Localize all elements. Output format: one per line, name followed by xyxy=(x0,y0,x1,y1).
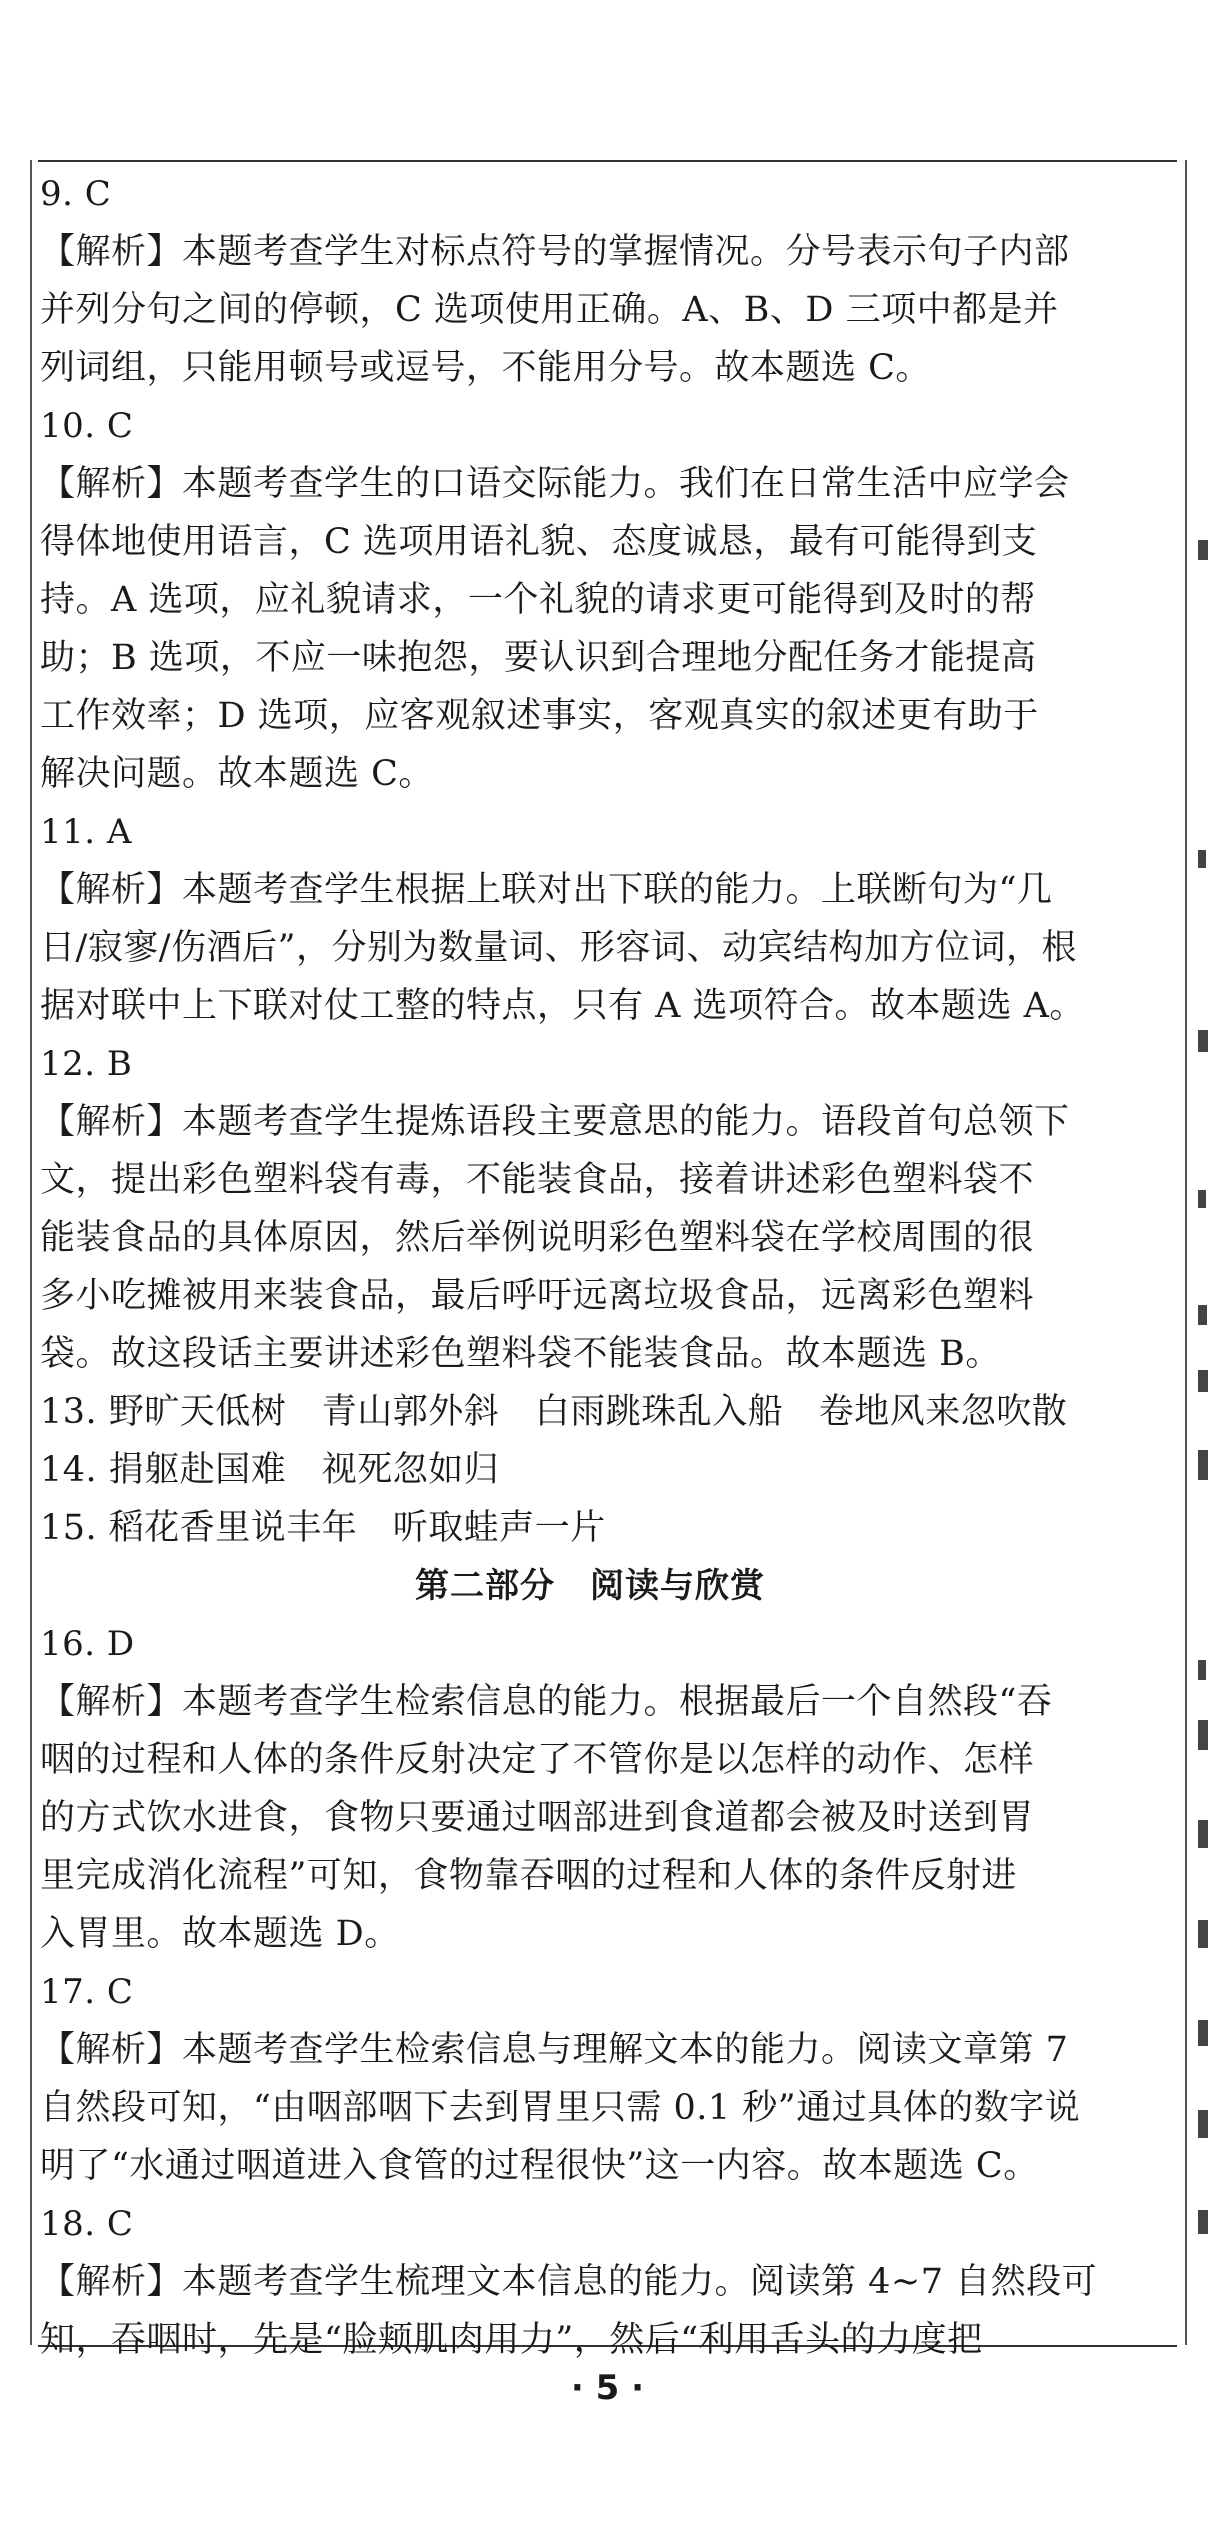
answer-line: 多小吃摊被用来装食品，最后呼吁远离垃圾食品，远离彩色塑料 xyxy=(40,1276,1035,1316)
section-title: 第二部分 阅读与欣赏 xyxy=(415,1566,765,1606)
top-rule xyxy=(38,160,1177,162)
edge-mark xyxy=(1198,1030,1208,1052)
answer-line: 【解析】本题考查学生检索信息与理解文本的能力。阅读文章第 7 xyxy=(40,2030,1069,2070)
answer-line: 【解析】本题考查学生梳理文本信息的能力。阅读第 4~7 自然段可 xyxy=(40,2262,1098,2302)
answer-line: 11. A xyxy=(40,812,132,852)
edge-mark xyxy=(1198,1720,1208,1750)
answer-line: 14. 捐躯赴国难 视死忽如归 xyxy=(40,1450,500,1490)
answer-line: 能装食品的具体原因，然后举例说明彩色塑料袋在学校周围的很 xyxy=(40,1218,1035,1258)
edge-mark xyxy=(1198,2110,1208,2138)
answer-line: 咽的过程和人体的条件反射决定了不管你是以怎样的动作、怎样 xyxy=(40,1740,1035,1780)
answer-line: 据对联中上下联对仗工整的特点，只有 A 选项符合。故本题选 A。 xyxy=(40,986,1085,1026)
answer-line: 解决问题。故本题选 C。 xyxy=(40,754,434,794)
edge-mark xyxy=(1198,1370,1208,1392)
edge-mark xyxy=(1198,1660,1206,1680)
answer-line: 的方式饮水进食，食物只要通过咽部进到食道都会被及时送到胃 xyxy=(40,1798,1035,1838)
answer-line: 9. C xyxy=(40,174,112,214)
answer-line: 自然段可知，“由咽部咽下去到胃里只需 0.1 秒”通过具体的数字说 xyxy=(40,2088,1081,2128)
answer-line: 17. C xyxy=(40,1972,134,2012)
adjacent-page-edge xyxy=(1196,160,1215,2345)
answer-line: 【解析】本题考查学生检索信息的能力。根据最后一个自然段“吞 xyxy=(40,1682,1053,1722)
left-border xyxy=(30,160,32,2345)
answer-line: 【解析】本题考查学生根据上联对出下联的能力。上联断句为“几 xyxy=(40,870,1053,910)
page-number: · 5 · xyxy=(570,2368,645,2408)
edge-mark xyxy=(1198,1305,1207,1325)
answer-line: 18. C xyxy=(40,2204,134,2244)
answer-line: 10. C xyxy=(40,406,134,446)
answer-line: 文，提出彩色塑料袋有毒，不能装食品，接着讲述彩色塑料袋不 xyxy=(40,1160,1035,1200)
answer-line: 工作效率；D 选项，应客观叙述事实，客观真实的叙述更有助于 xyxy=(40,696,1039,736)
edge-mark xyxy=(1198,2020,1208,2046)
answer-line: 持。A 选项，应礼貌请求，一个礼貌的请求更可能得到及时的帮 xyxy=(40,580,1036,620)
answer-line: 明了“水通过咽道进入食管的过程很快”这一内容。故本题选 C。 xyxy=(40,2146,1039,2186)
edge-mark xyxy=(1198,2210,1208,2234)
answer-line: 里完成消化流程”可知，食物靠吞咽的过程和人体的条件反射进 xyxy=(40,1856,1017,1896)
answer-line: 12. B xyxy=(40,1044,133,1084)
edge-mark xyxy=(1198,1920,1208,1948)
answer-line: 13. 野旷天低树 青山郭外斜 白雨跳珠乱入船 卷地风来忽吹散 xyxy=(40,1392,1068,1432)
edge-mark xyxy=(1198,540,1208,560)
answer-line: 15. 稻花香里说丰年 听取蛙声一片 xyxy=(40,1508,606,1548)
answer-line: 入胃里。故本题选 D。 xyxy=(40,1914,400,1954)
answer-line: 日/寂寥/伤酒后”，分别为数量词、形容词、动宾结构加方位词，根 xyxy=(40,928,1077,968)
answer-content xyxy=(40,165,1140,2369)
answer-line: 助；B 选项，不应一味抱怨，要认识到合理地分配任务才能提高 xyxy=(40,638,1037,678)
answer-line: 知，吞咽时，先是“脸颊肌肉用力”，然后“利用舌头的力度把 xyxy=(40,2320,983,2360)
answer-line: 得体地使用语言，C 选项用语礼貌、态度诚恳，最有可能得到支 xyxy=(40,522,1038,562)
answer-line: 【解析】本题考查学生提炼语段主要意思的能力。语段首句总领下 xyxy=(40,1102,1070,1142)
answer-line: 袋。故这段话主要讲述彩色塑料袋不能装食品。故本题选 B。 xyxy=(40,1334,1001,1374)
answer-line: 并列分句之间的停顿，C 选项使用正确。A、B、D 三项中都是并 xyxy=(40,290,1059,330)
edge-mark xyxy=(1198,1190,1206,1208)
edge-mark xyxy=(1198,850,1206,868)
right-border xyxy=(1185,160,1187,2345)
edge-mark xyxy=(1198,1450,1208,1480)
answer-line: 【解析】本题考查学生的口语交际能力。我们在日常生活中应学会 xyxy=(40,464,1070,504)
answer-line: 16. D xyxy=(40,1624,135,1664)
answer-line: 【解析】本题考查学生对标点符号的掌握情况。分号表示句子内部 xyxy=(40,232,1070,272)
edge-mark xyxy=(1198,1820,1208,1848)
answer-line: 列词组，只能用顿号或逗号，不能用分号。故本题选 C。 xyxy=(40,348,931,388)
